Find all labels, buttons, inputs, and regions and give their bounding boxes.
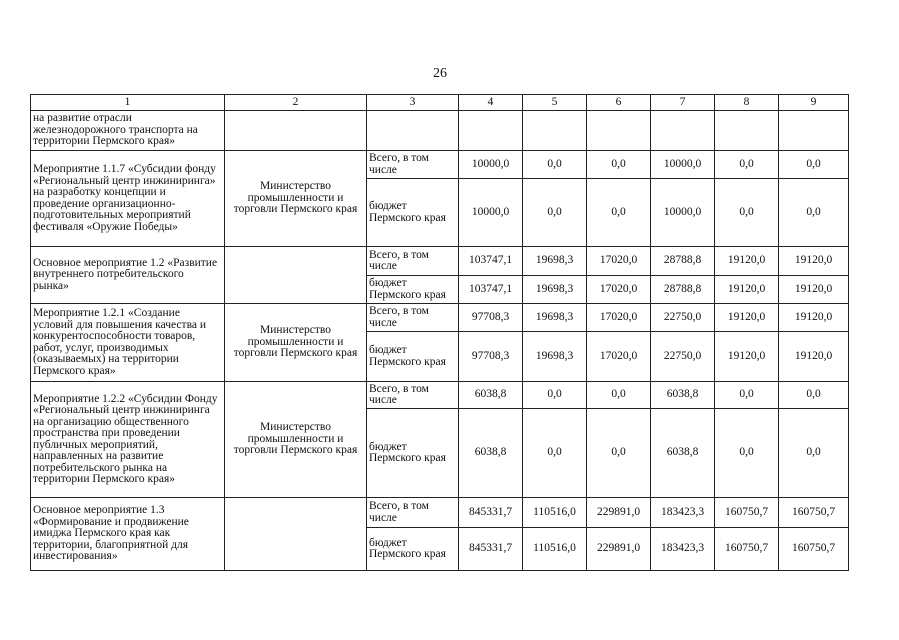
column-number: 6 [587,95,651,111]
empty-cell [587,111,651,151]
amount-cell: 19120,0 [779,332,849,382]
budget-row [31,247,849,276]
amount-cell: 183423,3 [651,498,715,528]
funding-source: бюджет Пермского края [367,332,459,382]
amount-cell: 160750,7 [779,528,849,571]
amount-cell: 6038,8 [651,409,715,498]
amount-cell: 160750,7 [715,498,779,528]
measure-name: на развитие отрасли железнодорожного транспорта на территории Пермского края» [31,111,225,151]
amount-cell: 0,0 [523,409,587,498]
executor-cell: Министерство промышленности и торговли Пермского края [225,382,367,498]
amount-cell: 19698,3 [523,332,587,382]
amount-cell: 110516,0 [523,528,587,571]
measure-name: Основное мероприятие 1.3 «Формирование и продвижение имиджа Пермского края как территории, благоприятной для инвестирования» [31,498,225,571]
budget-row [31,151,849,179]
amount-cell: 19120,0 [715,276,779,304]
amount-cell: 229891,0 [587,528,651,571]
executor-cell [225,498,367,571]
amount-cell: 19120,0 [779,304,849,332]
amount-cell: 103747,1 [459,276,523,304]
measure-name: Основное мероприятие 1.2 «Развитие внутреннего потребительского рынка» [31,247,225,304]
amount-cell: 97708,3 [459,332,523,382]
amount-cell: 10000,0 [459,151,523,179]
amount-cell: 0,0 [587,179,651,247]
continuation-row [31,111,849,151]
column-number: 8 [715,95,779,111]
funding-source: Всего, в том числе [367,382,459,409]
column-number: 5 [523,95,587,111]
amount-cell: 10000,0 [651,179,715,247]
amount-cell: 19120,0 [715,247,779,276]
page-number: 26 [433,66,447,81]
amount-cell: 183423,3 [651,528,715,571]
amount-cell: 6038,8 [459,382,523,409]
budget-row [31,382,849,409]
empty-cell [459,111,523,151]
amount-cell: 22750,0 [651,332,715,382]
empty-cell [225,111,367,151]
amount-cell: 0,0 [715,151,779,179]
amount-cell: 0,0 [715,179,779,247]
budget-table [30,94,849,571]
measure-name: Мероприятие 1.2.2 «Субсидии Фонду «Региональный центр инжиниринга на организацию общественного пространства при проведении публичных мероприятий, направленных на развитие потребительского рынка на территории Пермского края» [31,382,225,498]
amount-cell: 160750,7 [779,498,849,528]
amount-cell: 845331,7 [459,528,523,571]
column-number: 9 [779,95,849,111]
amount-cell: 17020,0 [587,304,651,332]
amount-cell: 6038,8 [651,382,715,409]
amount-cell: 0,0 [779,409,849,498]
amount-cell: 0,0 [779,179,849,247]
amount-cell: 19698,3 [523,276,587,304]
funding-source: Всего, в том числе [367,151,459,179]
funding-source: бюджет Пермского края [367,179,459,247]
amount-cell: 0,0 [779,151,849,179]
amount-cell: 0,0 [523,151,587,179]
budget-row [31,498,849,528]
empty-cell [779,111,849,151]
empty-cell [651,111,715,151]
amount-cell: 0,0 [523,382,587,409]
amount-cell: 19698,3 [523,304,587,332]
funding-source: Всего, в том числе [367,304,459,332]
amount-cell: 19120,0 [715,332,779,382]
amount-cell: 19698,3 [523,247,587,276]
column-number-row [31,95,849,111]
amount-cell: 0,0 [523,179,587,247]
amount-cell: 0,0 [715,409,779,498]
amount-cell: 103747,1 [459,247,523,276]
funding-source: бюджет Пермского края [367,276,459,304]
amount-cell: 110516,0 [523,498,587,528]
amount-cell: 17020,0 [587,247,651,276]
measure-name: Мероприятие 1.2.1 «Создание условий для повышения качества и конкурентоспособности товаров, работ, услуг, производимых (оказываемых) на территории Пермского края» [31,304,225,382]
measure-name: Мероприятие 1.1.7 «Субсидии фонду «Региональный центр инжиниринга» на разработку концепции и проведение организационно-подготовительных мероприятий фестиваля «Оружие Победы» [31,151,225,247]
amount-cell: 0,0 [779,382,849,409]
amount-cell: 22750,0 [651,304,715,332]
amount-cell: 17020,0 [587,332,651,382]
amount-cell: 0,0 [715,382,779,409]
amount-cell: 28788,8 [651,276,715,304]
amount-cell: 0,0 [587,151,651,179]
funding-source: бюджет Пермского края [367,528,459,571]
amount-cell: 845331,7 [459,498,523,528]
empty-cell [715,111,779,151]
amount-cell: 19120,0 [715,304,779,332]
funding-source: бюджет Пермского края [367,409,459,498]
amount-cell: 6038,8 [459,409,523,498]
amount-cell: 28788,8 [651,247,715,276]
empty-cell [523,111,587,151]
amount-cell: 160750,7 [715,528,779,571]
column-number: 3 [367,95,459,111]
amount-cell: 0,0 [587,382,651,409]
empty-cell [367,111,459,151]
executor-cell: Министерство промышленности и торговли Пермского края [225,151,367,247]
column-number: 2 [225,95,367,111]
amount-cell: 10000,0 [459,179,523,247]
amount-cell: 0,0 [587,409,651,498]
amount-cell: 17020,0 [587,276,651,304]
amount-cell: 229891,0 [587,498,651,528]
funding-source: Всего, в том числе [367,498,459,528]
executor-cell [225,247,367,304]
amount-cell: 19120,0 [779,247,849,276]
amount-cell: 10000,0 [651,151,715,179]
amount-cell: 97708,3 [459,304,523,332]
executor-cell: Министерство промышленности и торговли Пермского края [225,304,367,382]
column-number: 7 [651,95,715,111]
budget-row [31,304,849,332]
funding-source: Всего, в том числе [367,247,459,276]
column-number: 1 [31,95,225,111]
amount-cell: 19120,0 [779,276,849,304]
column-number: 4 [459,95,523,111]
